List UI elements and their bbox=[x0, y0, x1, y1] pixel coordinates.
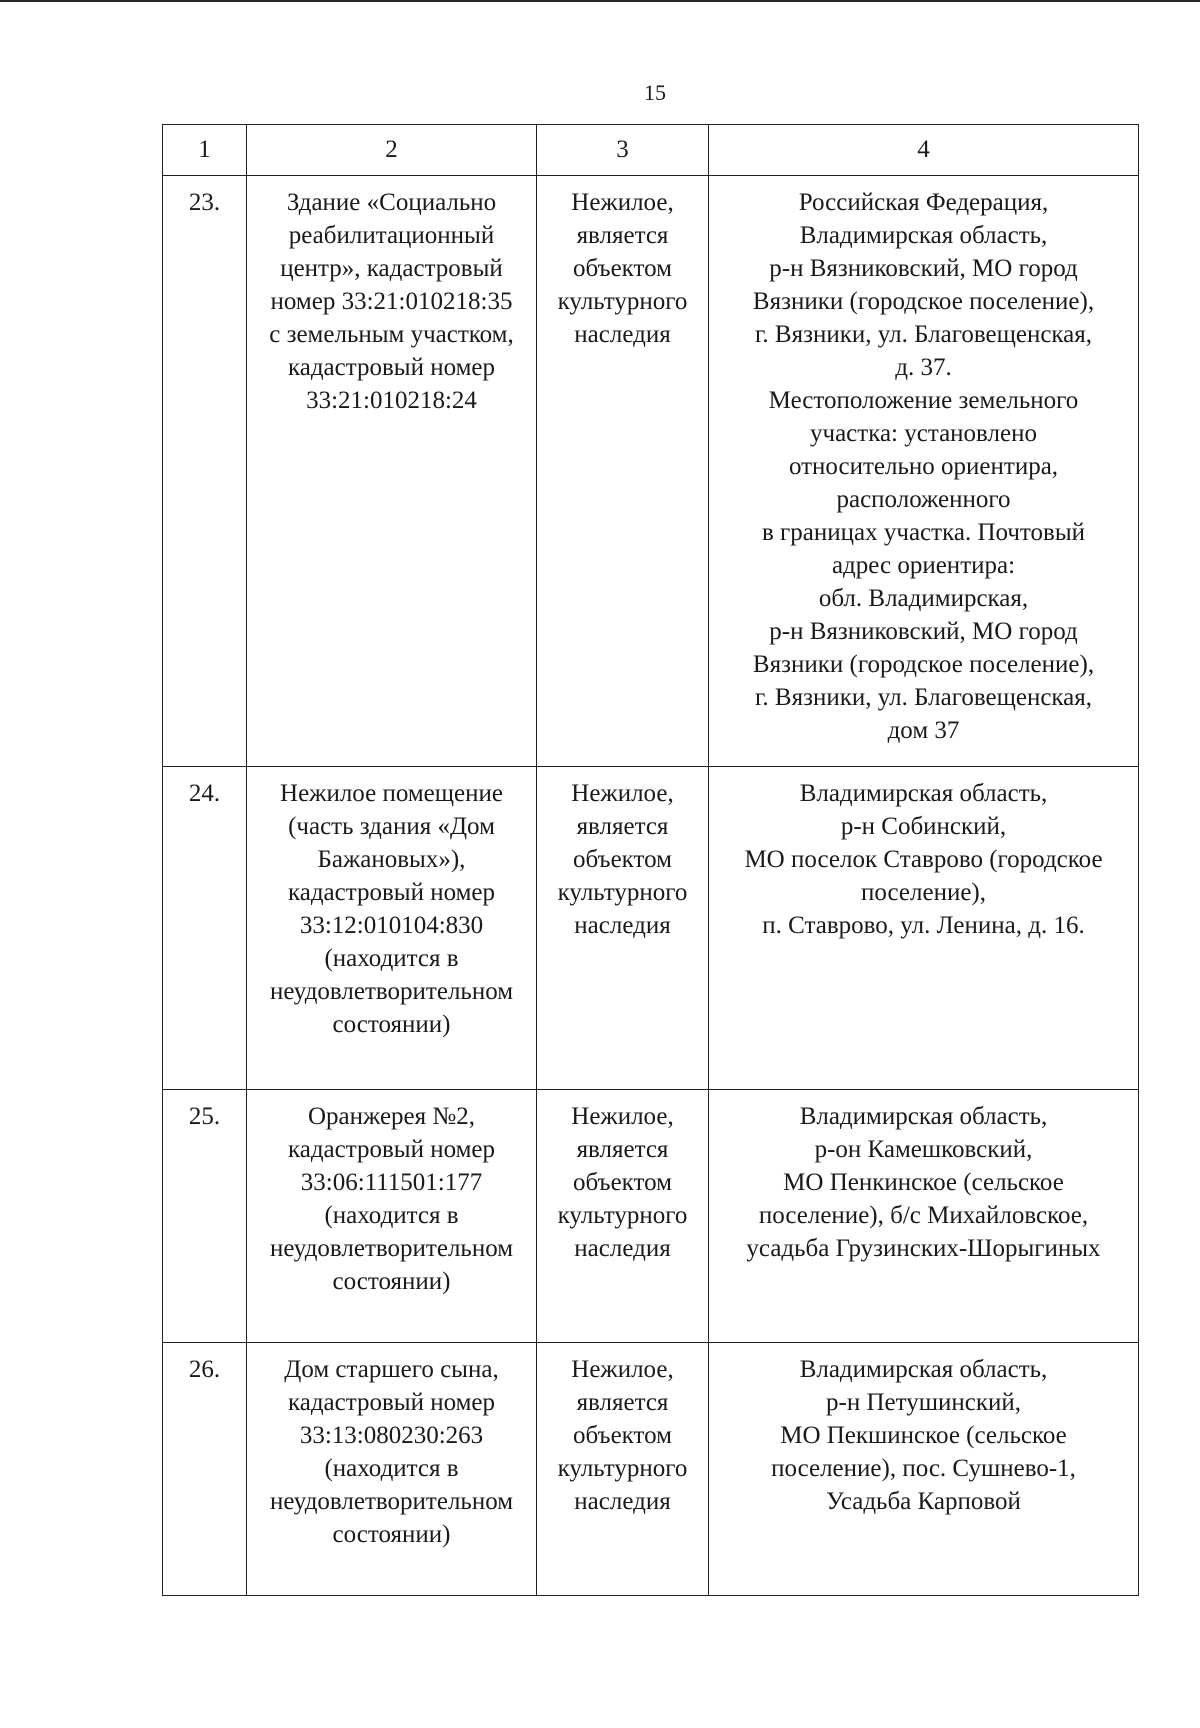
object-status: Нежилое, является объектом культурного наследия bbox=[537, 1090, 709, 1343]
table-row bbox=[163, 1343, 1139, 1596]
object-status: Нежилое, является объектом культурного наследия bbox=[537, 1343, 709, 1596]
object-description: Оранжерея №2, кадастровый номер 33:06:111501:177 (находится в неудовлетворительном состоянии) bbox=[247, 1090, 537, 1343]
top-border-line bbox=[0, 0, 1200, 2]
object-address: Владимирская область, р-н Собинский, МО поселок Ставрово (городское поселение), п. Ставрово, ул. Ленина, д. 16. bbox=[709, 767, 1139, 1090]
object-description: Здание «Социально реабилитационный центр», кадастровый номер 33:21:010218:35 с земельным участком, кадастровый номер 33:21:010218:24 bbox=[247, 176, 537, 767]
property-table bbox=[162, 124, 1139, 1596]
row-number: 24. bbox=[163, 767, 247, 1090]
row-number: 25. bbox=[163, 1090, 247, 1343]
object-description: Дом старшего сына, кадастровый номер 33:13:080230:263 (находится в неудовлетворительном состоянии) bbox=[247, 1343, 537, 1596]
table-row bbox=[163, 1090, 1139, 1343]
column-header-3: 3 bbox=[537, 125, 709, 176]
row-number: 26. bbox=[163, 1343, 247, 1596]
object-status: Нежилое, является объектом культурного наследия bbox=[537, 767, 709, 1090]
column-header-2: 2 bbox=[247, 125, 537, 176]
object-address: Владимирская область, р-н Петушинский, МО Пекшинское (сельское поселение), пос. Сушнево-1, Усадьба Карповой bbox=[709, 1343, 1139, 1596]
table-row bbox=[163, 176, 1139, 767]
row-number: 23. bbox=[163, 176, 247, 767]
object-address: Владимирская область, р-он Камешковский, МО Пенкинское (сельское поселение), б/с Михайловское, усадьба Грузинских-Шорыгиных bbox=[709, 1090, 1139, 1343]
object-status: Нежилое, является объектом культурного наследия bbox=[537, 176, 709, 767]
header-row bbox=[163, 125, 1139, 176]
object-address: Российская Федерация, Владимирская область, р-н Вязниковский, МО город Вязники (городское поселение), г. Вязники, ул. Благовещенская, д. 37. Местоположение земельного участка: установлено относительно ориентира, расположенного в границах участка. Почтовый адрес ориентира: обл. Владимирская, р-н Вязниковский, МО город Вязники (городское поселение), г. Вязники, ул. Благовещенская, дом 37 bbox=[709, 176, 1139, 767]
object-description: Нежилое помещение (часть здания «Дом Бажановых»), кадастровый номер 33:12:010104:830 (находится в неудовлетворительном состоянии) bbox=[247, 767, 537, 1090]
page-number: 15 bbox=[644, 80, 666, 105]
table-row bbox=[163, 767, 1139, 1090]
column-header-4: 4 bbox=[709, 125, 1139, 176]
column-header-1: 1 bbox=[163, 125, 247, 176]
